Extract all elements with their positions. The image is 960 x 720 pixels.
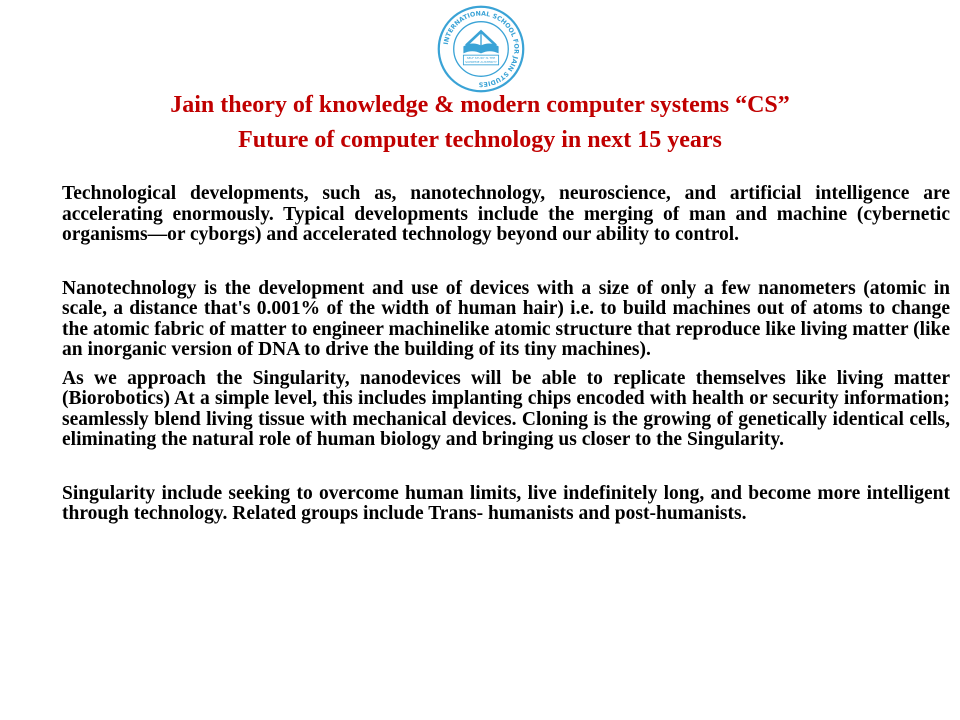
school-seal-logo [437,5,525,93]
page-subtitle: Future of computer technology in next 15 years [238,127,722,153]
paragraph-singularity-approach: As we approach the Singularity, nanodevices will be able to replicate themselves like living matter (Biorobotics) At a simple level, this includes implanting chips encoded with health or security information; seamlessly blend living tissue with mechanical devices. Cloning is the growing of genetically identical cells, eliminating the natural role of human biology and bringing us closer to the Singularity. [62,367,950,450]
school-seal-icon [437,5,525,93]
paragraph-technological-developments: Technological developments, such as, nanotechnology, neuroscience, and artificial intelligence are accelerating enormously. Typical developments include the merging of man and machine (cybernetic organisms—or cyborgs) and accelerated technology beyond our ability to control. [62,183,950,245]
paragraph-nanotechnology: Nanotechnology is the development and use of devices with a size of only a few nanometers (atomic in scale, a distance that's 0.001% of the width of human hair) i.e. to build machines out of atoms to change the atomic fabric of matter to engineer machinelike atomic structure that reproduce like living matter (like an inorganic version of DNA to drive the building of its tiny machines). [62,277,950,360]
page-title: Jain theory of knowledge & modern computer systems “CS” [170,92,790,118]
svg-text:SUPREME AUSTERITY: SUPREME AUSTERITY [465,60,497,65]
svg-text:SELF STUDY IS THE: SELF STUDY IS THE [466,56,496,61]
body-text [62,184,950,525]
logo-ring-text: INTERNATIONAL SCHOOL FOR JAIN STUDIES [442,10,520,88]
paragraph-singularity-goals: Singularity include seeking to overcome human limits, live indefinitely long, and become more intelligent through technology. Related groups include Trans- humanists and post-humanists. [62,482,950,524]
